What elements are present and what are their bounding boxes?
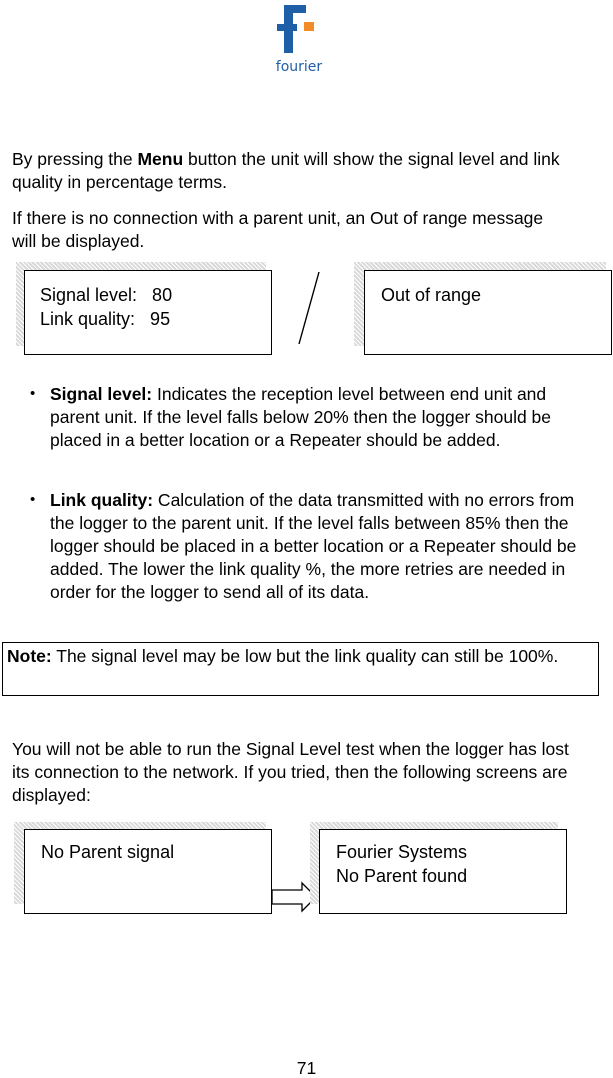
lcd-fourier-systems: Fourier Systems	[336, 842, 468, 862]
lcd-no-parent-found-screen	[319, 829, 567, 914]
menu-button-label: Menu	[137, 149, 184, 169]
slash-separator-icon	[295, 268, 325, 348]
lcd-out-of-range: Out of range	[381, 285, 482, 305]
lcd-signal-screen	[24, 270, 272, 355]
bullet-link-quality: Link quality: Calculation of the data transmitted with no errors from the logger to the parent unit. If the level falls between 85% then the logger should be placed in a better location or a Repeater should be added. The lower the link quality %, the more retries are needed in order for the logger to send all of its data.	[50, 490, 577, 602]
intro-paragraph-2: If there is no connection with a parent unit, an Out of range message will be displayed.	[12, 208, 544, 251]
note-box	[2, 642, 599, 696]
outro-paragraph: You will not be able to run the Signal Level test when the logger has lost its connection to the network. If you tried, then the following screens are displayed:	[12, 739, 569, 805]
bullet-signal-level: Signal level: Indicates the reception level between end unit and parent unit. If the level falls below 20% then the logger should be placed in a better location or a Repeater should be added.	[50, 384, 552, 450]
note-label: Note:	[7, 646, 52, 666]
lcd-signal-level: Signal level: 80	[40, 285, 173, 305]
intro-paragraph-1: By pressing the Menu button the unit will show the signal level and link quality in percentage terms.	[12, 149, 560, 192]
page-number: 71	[296, 1058, 317, 1078]
lcd-no-parent-signal-screen	[24, 829, 272, 914]
bullet-dot-icon: •	[30, 491, 36, 508]
logo-text: fourier	[275, 59, 323, 75]
lcd-no-parent-found: No Parent found	[336, 866, 468, 886]
lcd-out-of-range-screen	[364, 270, 612, 355]
fourier-logo-icon	[270, 0, 340, 58]
fourier-logo	[270, 0, 340, 80]
lcd-no-parent-signal: No Parent signal	[41, 842, 175, 862]
note-text: The signal level may be low but the link quality can still be 100%.	[51, 646, 559, 666]
lcd-link-quality: Link quality: 95	[40, 309, 171, 329]
bullet-dot-icon: •	[30, 385, 36, 402]
